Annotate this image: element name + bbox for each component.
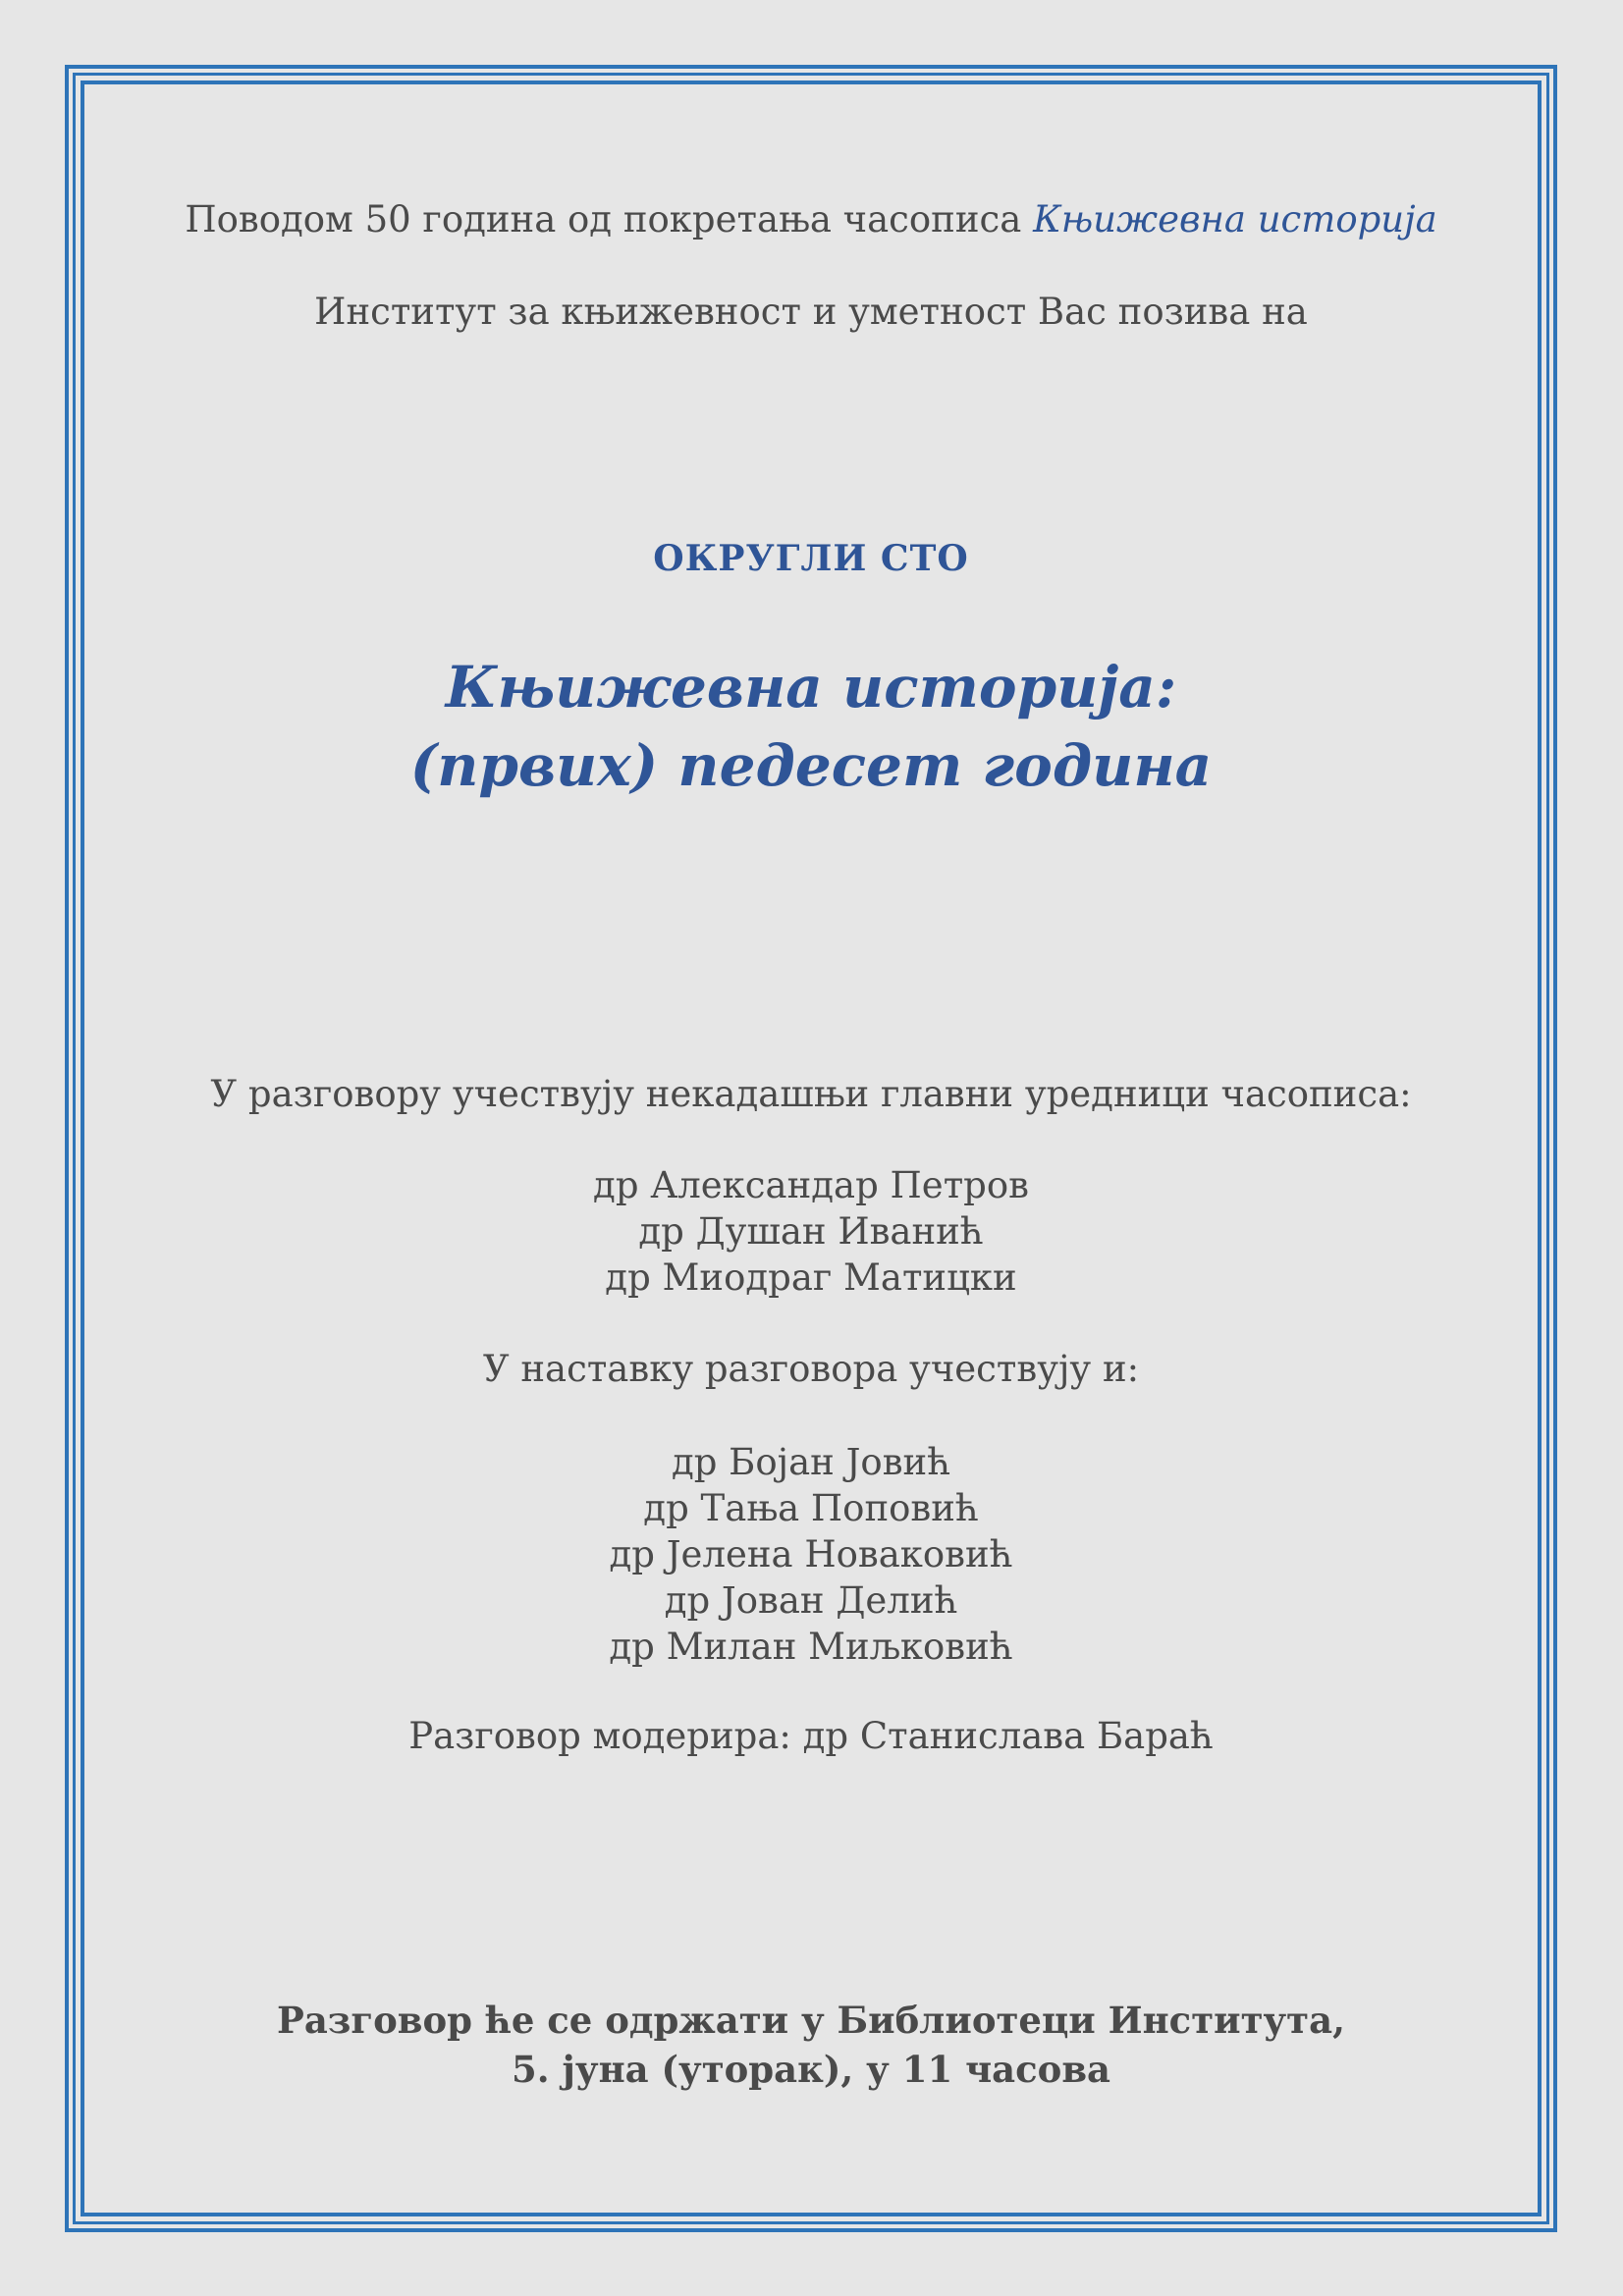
participant-name: др Бојан Јовић (671, 1441, 951, 1483)
event-title-line-2: (првих) педесет година (409, 732, 1213, 799)
journal-name: Књижевна историја (1033, 198, 1437, 240)
event-title-line-1: Књижевна историја: (445, 654, 1177, 721)
participants-list (84, 1439, 1538, 1670)
editor-name: др Миодраг Матицки (605, 1256, 1017, 1299)
intro-line-1 (84, 198, 1538, 241)
editors-list (84, 1162, 1538, 1301)
venue-line: Разговор ће се одржати у Библиотеци Института, (277, 1999, 1345, 2042)
participant-name: др Јелена Новаковић (609, 1533, 1013, 1575)
moderator: Разговор модерира: др Станислава Бараћ (408, 1715, 1214, 1757)
event-type: ОКРУГЛИ СТО (653, 538, 969, 579)
invitation-page (84, 84, 1538, 2213)
intro-line-2: Институт за књижевност и уметност Вас позива на (314, 291, 1308, 333)
participants-heading: У наставку разговора учествују и: (482, 1348, 1140, 1390)
editor-name: др Александар Петров (593, 1164, 1029, 1206)
editor-name: др Душан Иванић (638, 1210, 984, 1253)
editors-heading: У разговору учествују некадашњи главни уредници часописа: (210, 1073, 1412, 1115)
participant-name: др Милан Миљковић (609, 1626, 1013, 1668)
intro-prefix: Поводом 50 година од покретања часописа (185, 198, 1022, 240)
participant-name: др Тања Поповић (643, 1487, 979, 1529)
participant-name: др Јован Делић (664, 1579, 958, 1622)
date-time-line: 5. јуна (уторак), у 11 часова (511, 2048, 1111, 2091)
